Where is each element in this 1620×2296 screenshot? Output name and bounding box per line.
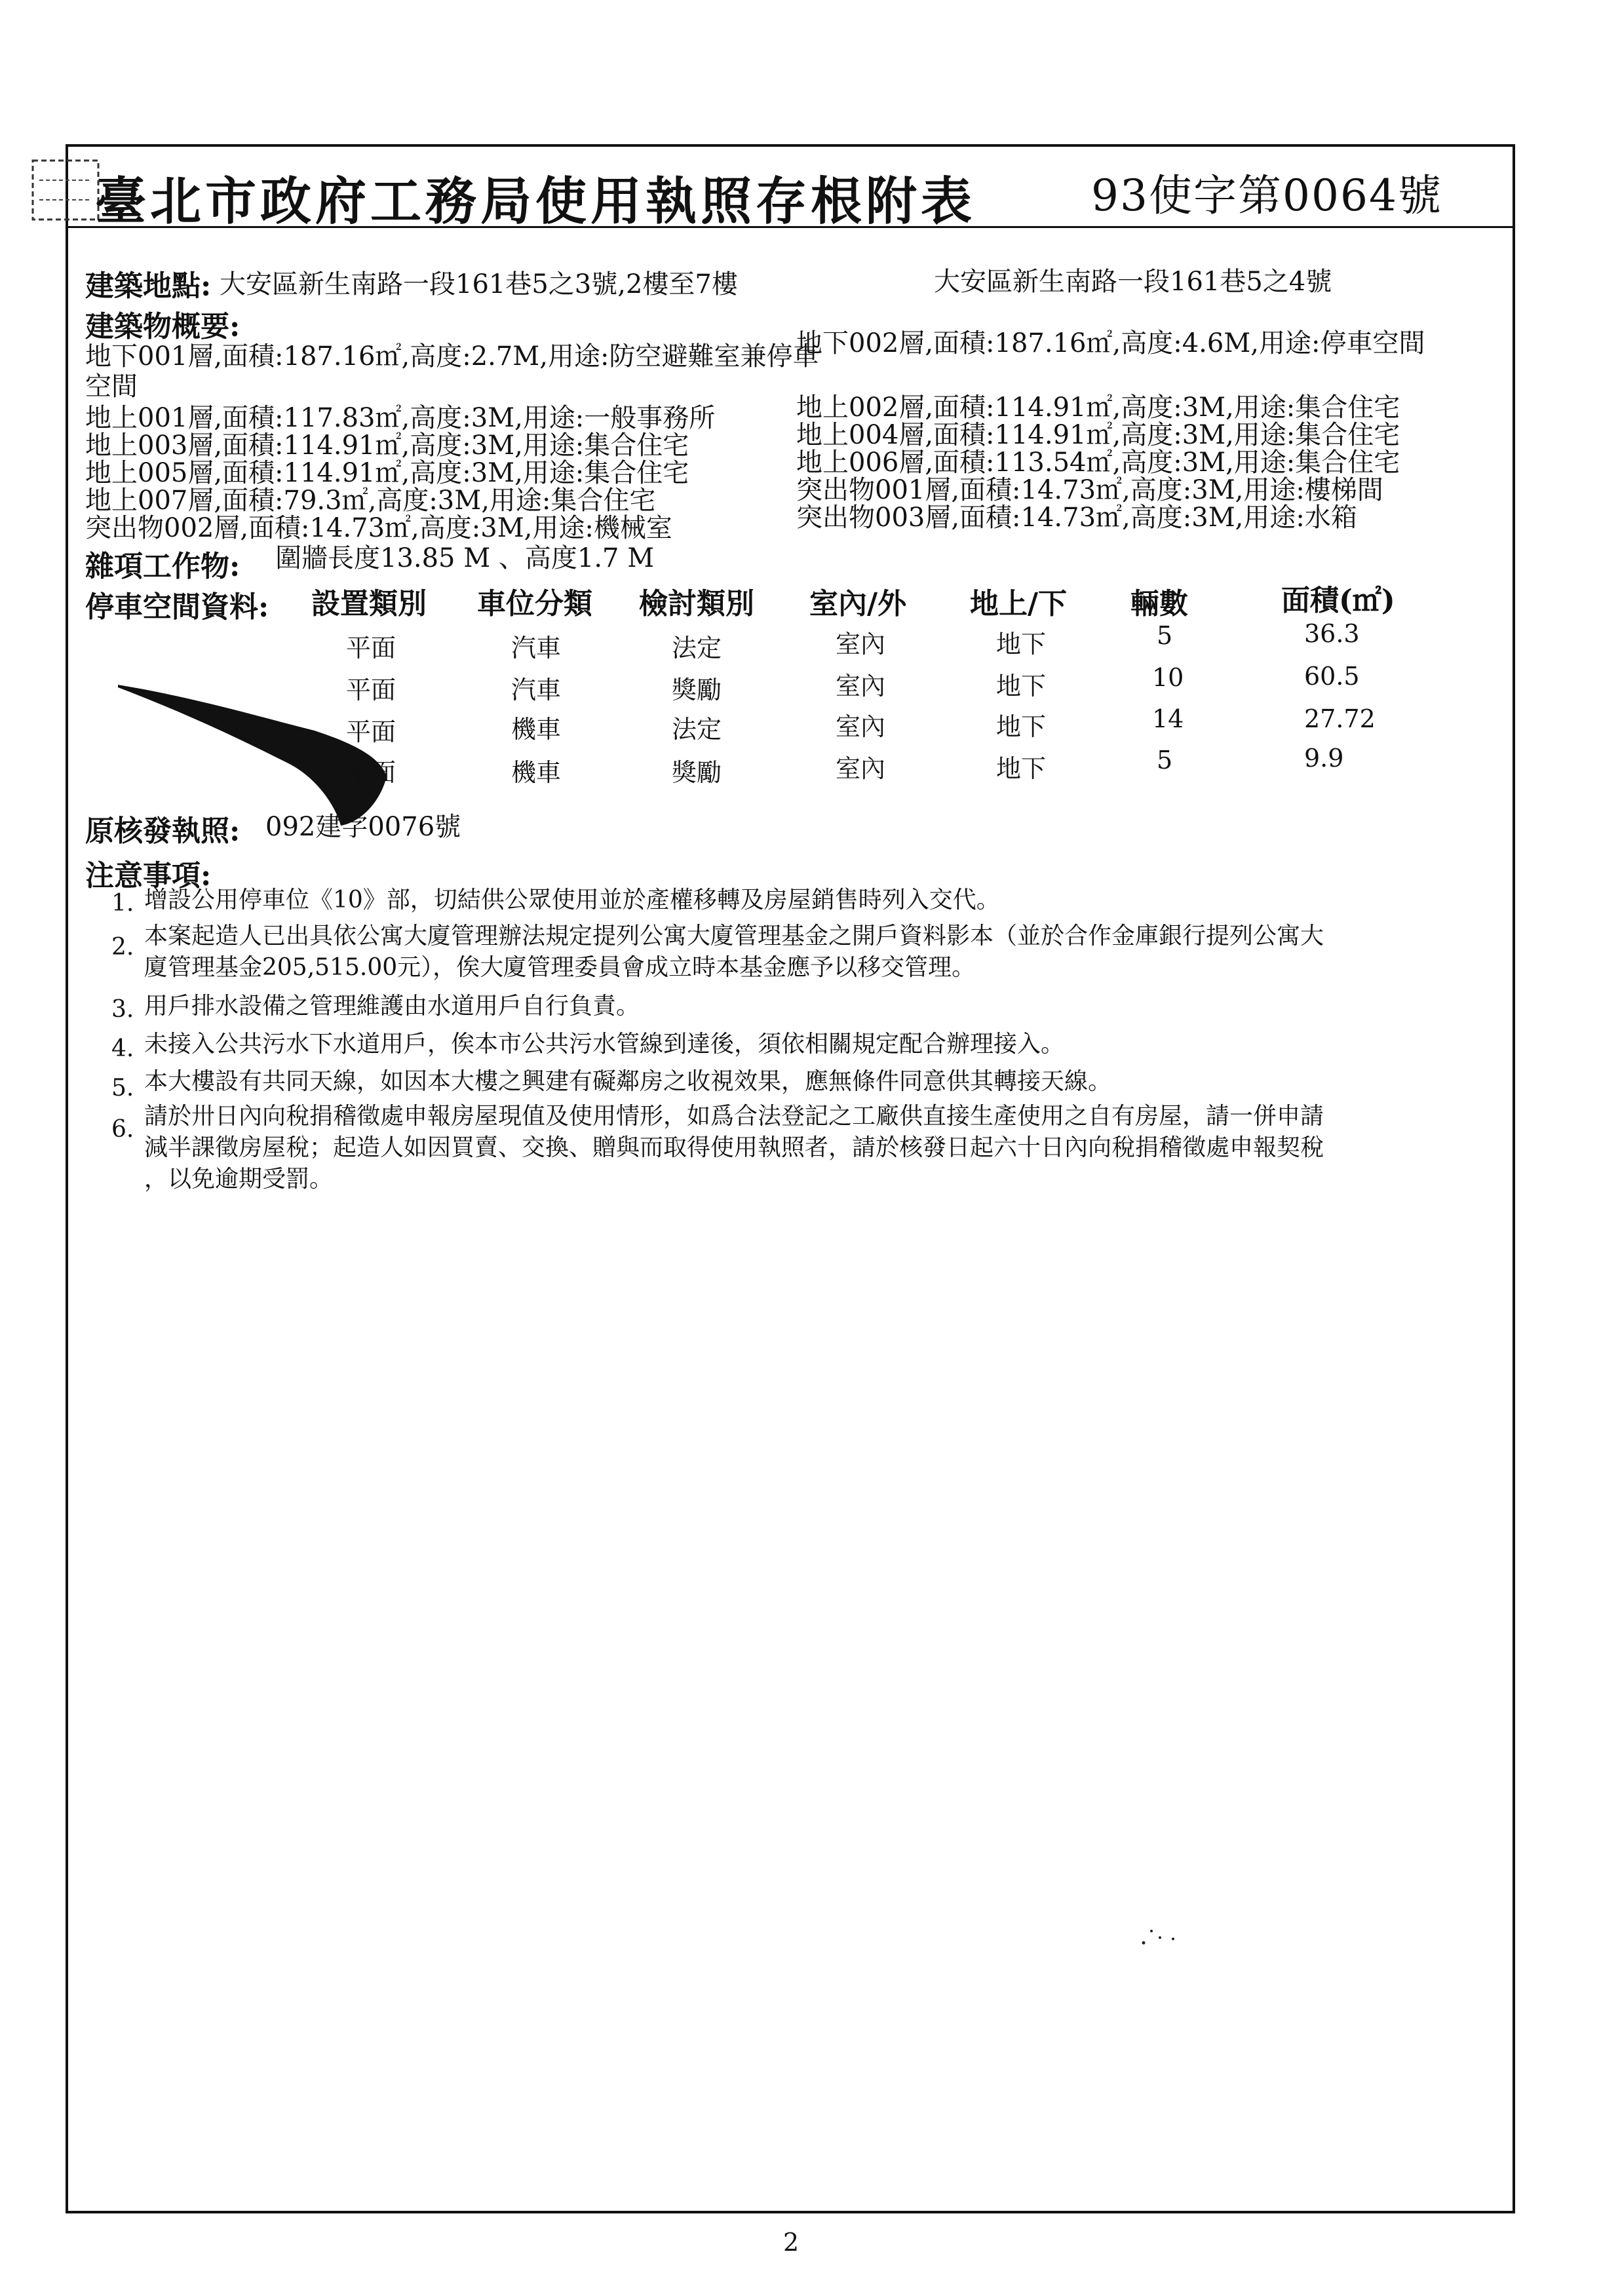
parking-r2-c3: 獎勵 xyxy=(672,676,722,704)
parking-r2-c1: 平面 xyxy=(346,676,396,704)
parking-r3-c3: 法定 xyxy=(672,715,722,744)
page-number: 2 xyxy=(783,2228,800,2257)
note-3-number: 3. xyxy=(111,996,134,1023)
parking-r3-c1: 平面 xyxy=(346,718,396,746)
note-4-number: 4. xyxy=(111,1035,134,1062)
parking-header-2: 車位分類 xyxy=(477,587,592,621)
original-permit-label: 原核發執照: xyxy=(85,814,241,848)
misc-value: 圍牆長度13.85 M 、高度1.7 M xyxy=(275,543,655,573)
note-2-text-2: 廈管理基金205,515.00元），俟大廈管理委員會成立時本基金應予以移交管理。 xyxy=(144,954,976,981)
parking-header-3: 檢討類別 xyxy=(639,587,754,621)
overview-right-2: 地上004層,面積:114.91㎡,高度:3M,用途:集合住宅 xyxy=(796,420,1400,450)
site-label: 建築地點: xyxy=(85,269,212,303)
parking-r1-c6: 5 xyxy=(1157,621,1173,650)
site-address-1: 大安區新生南路一段161巷5之3號,2樓至7樓 xyxy=(220,269,738,299)
parking-r3-c7: 27.72 xyxy=(1304,704,1376,733)
overview-label: 建築物概要: xyxy=(85,310,241,343)
parking-r2-c5: 地下 xyxy=(996,672,1047,700)
note-5-number: 5. xyxy=(111,1075,134,1101)
notes-label: 注意事項: xyxy=(85,859,212,892)
parking-r3-c5: 地下 xyxy=(996,712,1047,741)
parking-header-4: 室內/外 xyxy=(809,587,907,621)
permit-number: 93使字第0064號 xyxy=(1091,170,1442,221)
parking-r4-c5: 地下 xyxy=(996,754,1047,783)
parking-r1-c7: 36.3 xyxy=(1304,619,1360,648)
note-1-text: 增設公用停車位《10》部，切結供公眾使用並於產權移轉及房屋銷售時列入交代。 xyxy=(144,887,1000,913)
parking-r4-c1: 平面 xyxy=(346,758,396,787)
parking-r4-c4: 室內 xyxy=(836,754,886,783)
site-address-2: 大安區新生南路一段161巷5之4號 xyxy=(934,267,1332,297)
overview-left-1: 地上001層,面積:117.83㎡,高度:3M,用途:一般事務所 xyxy=(85,403,716,433)
stamp-smudge-icon xyxy=(26,154,105,226)
parking-r3-c6: 14 xyxy=(1152,704,1184,733)
overview-right-4: 突出物001層,面積:14.73㎡,高度:3M,用途:樓梯間 xyxy=(796,475,1383,505)
parking-r2-c6: 10 xyxy=(1152,663,1184,692)
parking-r2-c2: 汽車 xyxy=(511,676,562,704)
overview-left-2: 地上003層,面積:114.91㎡,高度:3M,用途:集合住宅 xyxy=(85,430,689,461)
parking-r4-c2: 機車 xyxy=(511,758,562,787)
parking-header-1: 設置類別 xyxy=(311,587,427,621)
parking-r4-c7: 9.9 xyxy=(1304,744,1344,773)
note-6-text-1: 請於卅日內向稅捐稽徵處申報房屋現值及使用情形，如爲合法登記之工廠供直接生產使用之自有房屋，請一併申請 xyxy=(144,1103,1324,1130)
overview-left-5: 突出物002層,面積:14.73㎡,高度:3M,用途:機械室 xyxy=(85,513,672,543)
parking-r3-c2: 機車 xyxy=(511,715,562,744)
note-6-text-3: ，以免逾期受罰。 xyxy=(144,1166,334,1193)
overview-left-4: 地上007層,面積:79.3㎡,高度:3M,用途:集合住宅 xyxy=(85,486,656,516)
note-2-text-1: 本案起造人已出具依公寓大廈管理辦法規定提列公寓大廈管理基金之開戶資料影本（並於合作金庫銀行提列公寓大 xyxy=(144,923,1324,949)
parking-r1-c3: 法定 xyxy=(672,634,722,662)
parking-r1-c4: 室內 xyxy=(836,630,886,659)
overview-right-5: 突出物003層,面積:14.73㎡,高度:3M,用途:水箱 xyxy=(796,503,1357,533)
parking-r4-c3: 獎勵 xyxy=(672,758,722,787)
note-6-number: 6. xyxy=(111,1116,134,1143)
parking-r4-c6: 5 xyxy=(1157,746,1173,775)
original-permit-value: 092建字0076號 xyxy=(265,812,461,842)
note-3-text: 用戶排水設備之管理維護由水道用戶自行負責。 xyxy=(144,993,640,1020)
parking-header-5: 地上/下 xyxy=(970,587,1068,621)
parking-r3-c4: 室內 xyxy=(836,712,886,741)
overview-left-3: 地上005層,面積:114.91㎡,高度:3M,用途:集合住宅 xyxy=(85,458,689,488)
note-6-text-2: 減半課徵房屋稅；起造人如因買賣、交換、贈與而取得使用執照者，請於核發日起六十日內向稅捐稽徵處申報契稅 xyxy=(144,1134,1324,1161)
note-1-number: 1. xyxy=(111,890,134,917)
scan-dots xyxy=(1137,1923,1189,1949)
parking-r1-c2: 汽車 xyxy=(511,634,562,662)
overview-b1-cont: 空間 xyxy=(85,372,138,402)
note-2-number: 2. xyxy=(111,934,134,961)
parking-r1-c1: 平面 xyxy=(346,634,396,662)
parking-header-6: 輛數 xyxy=(1130,587,1188,621)
document-title: 臺北市政府工務局使用執照存根附表 xyxy=(95,172,976,231)
parking-r1-c5: 地下 xyxy=(996,630,1047,659)
note-4-text: 未接入公共污水下水道用戶，俟本市公共污水管線到達後，須依相關規定配合辦理接入。 xyxy=(144,1031,1065,1058)
overview-b2: 地下002層,面積:187.16㎡,高度:4.6M,用途:停車空間 xyxy=(796,328,1425,358)
parking-r2-c7: 60.5 xyxy=(1304,662,1360,691)
overview-b1: 地下001層,面積:187.16㎡,高度:2.7M,用途:防空避難室兼停車 xyxy=(85,341,819,372)
note-5-text: 本大樓設有共同天線，如因本大樓之興建有礙鄰房之收視效果，應無條件同意供其轉接天線。 xyxy=(144,1068,1112,1095)
parking-r2-c4: 室內 xyxy=(836,672,886,700)
parking-header-7: 面積(㎡) xyxy=(1281,584,1395,617)
overview-right-1: 地上002層,面積:114.91㎡,高度:3M,用途:集合住宅 xyxy=(796,392,1400,423)
misc-label: 雜項工作物: xyxy=(85,550,241,583)
overview-right-3: 地上006層,面積:113.54㎡,高度:3M,用途:集合住宅 xyxy=(796,448,1400,478)
parking-label: 停車空間資料: xyxy=(85,590,269,624)
